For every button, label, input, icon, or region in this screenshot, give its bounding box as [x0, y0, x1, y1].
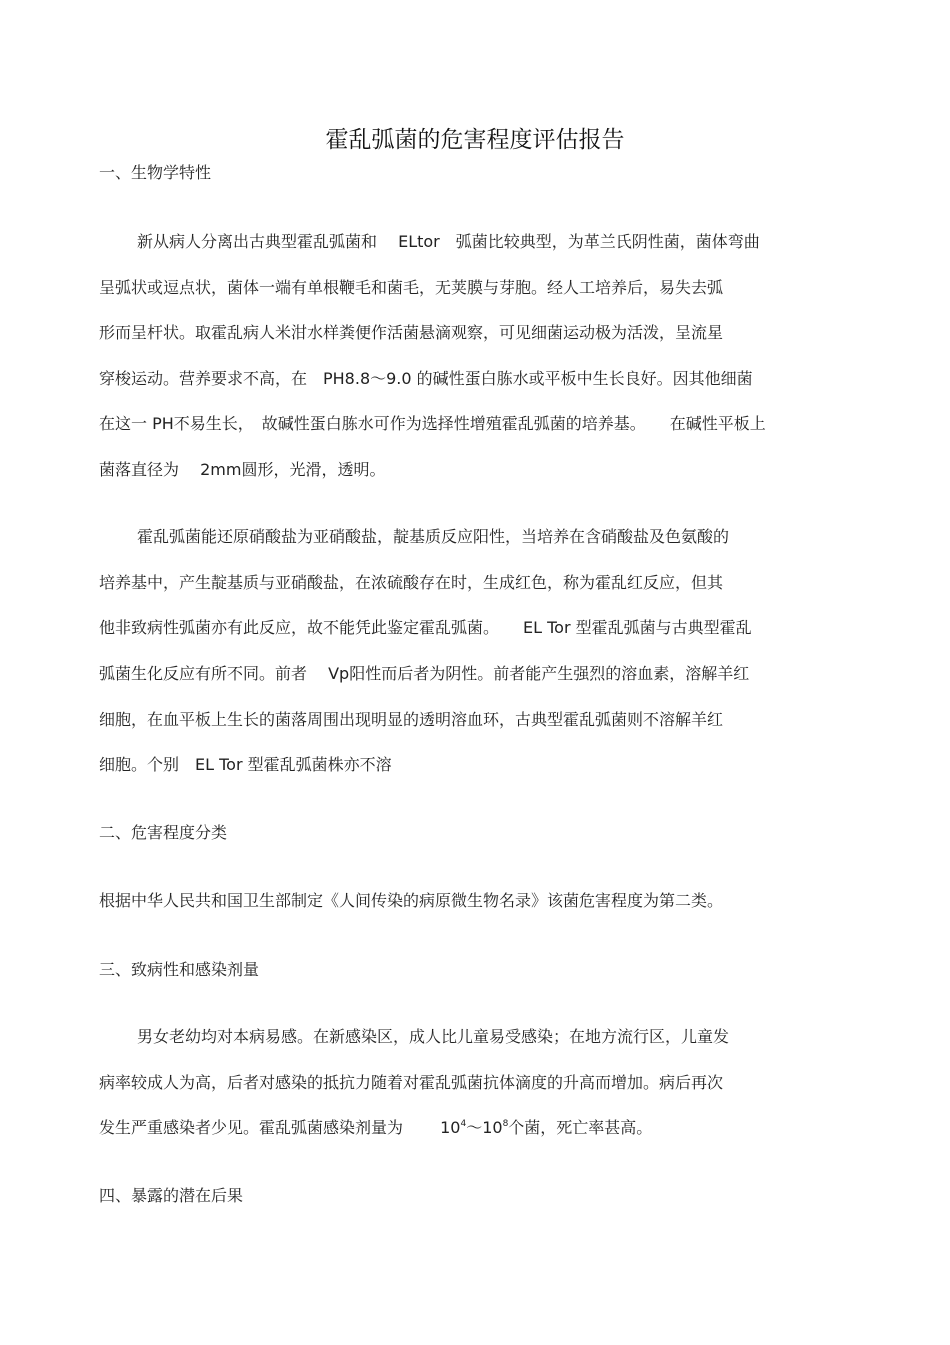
- section-heading-pathogenicity: 三、致病性和感染剂量: [99, 960, 260, 979]
- paragraph-line: 形而呈杆状。取霍乱病人米泔水样粪便作活菌悬滴观察，可见细菌运动极为活泼，呈流星: [99, 323, 724, 342]
- paragraph-line: 弧菌生化反应有所不同。前者 Vp阳性而后者为阴性。前者能产生强烈的溶血素，溶解羊红: [99, 664, 750, 683]
- section-heading-hazard-class: 二、危害程度分类: [99, 823, 228, 842]
- paragraph-line: 他非致病性弧菌亦有此反应，故不能凭此鉴定霍乱弧菌。 EL Tor 型霍乱弧菌与古典型霍乱: [99, 618, 752, 637]
- paragraph-line-infective-dose: [99, 1115, 652, 1138]
- dose-text-prefix: 发生严重感染者少见。霍乱弧菌感染剂量为 10: [99, 1118, 461, 1137]
- paragraph-line: 培养基中，产生靛基质与亚硝酸盐，在浓硫酸存在时，生成红色，称为霍乱红反应，但其: [99, 573, 724, 592]
- dose-text-suffix: 个菌，死亡率甚高。: [508, 1118, 653, 1137]
- page-title: 霍乱弧菌的危害程度评估报告: [325, 127, 625, 153]
- paragraph-line: 细胞。个别 EL Tor 型霍乱弧菌株亦不溶: [99, 755, 392, 774]
- paragraph-line: 穿梭运动。营养要求不高，在 PH8.8～9.0 的碱性蛋白胨水或平板中生长良好。因其他细菌: [99, 369, 753, 388]
- dose-exponent-low: 4: [460, 1119, 467, 1129]
- section-heading-biology: 一、生物学特性: [99, 163, 212, 182]
- dose-text-mid: ～10: [466, 1118, 503, 1137]
- paragraph-line: 细胞，在血平板上生长的菌落周围出现明显的透明溶血环，古典型霍乱弧菌则不溶解羊红: [99, 710, 724, 729]
- section-heading-exposure: 四、暴露的潜在后果: [99, 1186, 244, 1205]
- paragraph-line: 呈弧状或逗点状，菌体一端有单根鞭毛和菌毛，无荚膜与芽胞。经人工培养后，易失去弧: [99, 278, 724, 297]
- paragraph-line: 新从病人分离出古典型霍乱弧菌和 ELtor 弧菌比较典型，为革兰氏阴性菌，菌体弯曲: [137, 232, 760, 251]
- paragraph-line: 根据中华人民共和国卫生部制定《人间传染的病原微生物名录》该菌危害程度为第二类。: [99, 891, 724, 910]
- paragraph-line: 菌落直径为 2mm圆形，光滑，透明。: [99, 460, 386, 479]
- paragraph-line: 在这一 PH不易生长， 故碱性蛋白胨水可作为选择性增殖霍乱弧菌的培养基。 在碱性平板上: [99, 414, 766, 433]
- paragraph-line: 男女老幼均对本病易感。在新感染区，成人比儿童易受感染；在地方流行区，儿童发: [137, 1027, 730, 1046]
- paragraph-line: 病率较成人为高，后者对感染的抵抗力随着对霍乱弧菌抗体滴度的升高而增加。病后再次: [99, 1073, 724, 1092]
- paragraph-line: 霍乱弧菌能还原硝酸盐为亚硝酸盐，靛基质反应阳性，当培养在含硝酸盐及色氨酸的: [137, 527, 730, 546]
- dose-exponent-high: 8: [502, 1119, 509, 1129]
